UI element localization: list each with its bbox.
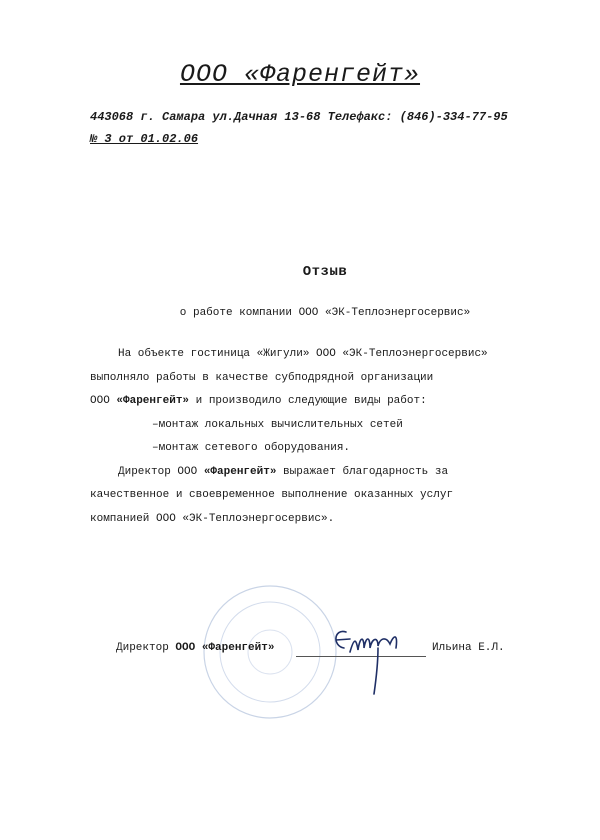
company-name-bold: «Фаренгейт» <box>116 395 190 407</box>
paragraph-2-line-2: качественное и своевременное выполнение оказанных услуг <box>90 489 454 501</box>
contact-line: 443068 г. Самара ул.Дачная 13-68 Телефакс: (846)-334-77-95 <box>90 110 508 124</box>
document-body <box>90 343 488 531</box>
company-name-bold: «Фаренгейт» <box>203 465 277 478</box>
text-fragment: ООО <box>90 395 117 407</box>
document-subtitle: о работе компании ООО «ЭК-Теплоэнергосервис» <box>179 307 471 319</box>
paragraph-1-line-2: выполняло работы в качестве субподрядной организации <box>90 371 434 384</box>
text-fragment: Директор ООО <box>118 465 204 478</box>
paragraph-2-line-1 <box>90 461 488 485</box>
signature-role-label: Директор <box>116 642 176 654</box>
signature-role <box>116 642 274 654</box>
handwritten-signature-icon <box>320 618 410 698</box>
paragraph-1-line-1: На объекте гостиница «Жигули» ООО «ЭК-Теплоэнергосервис» <box>118 348 488 360</box>
company-name: ООО «Фаренгейт» <box>179 60 421 89</box>
text-fragment: выражает благодарность за <box>276 465 449 478</box>
text-fragment: и производило следующие виды работ: <box>189 395 427 407</box>
paragraph-1-line-3 <box>90 390 488 414</box>
work-item-1: –монтаж локальных вычислительных сетей <box>152 418 403 431</box>
signature-company: ООО «Фаренгейт» <box>175 642 275 654</box>
document-number: № 3 от 01.02.06 <box>90 132 199 146</box>
paragraph-2-line-3: компанией ООО «ЭК-Теплоэнергосервис». <box>90 512 335 525</box>
signer-name: Ильина Е.Л. <box>432 642 505 654</box>
work-item-2: –монтаж сетевого оборудования. <box>152 442 351 454</box>
document-title: Отзыв <box>302 264 348 280</box>
